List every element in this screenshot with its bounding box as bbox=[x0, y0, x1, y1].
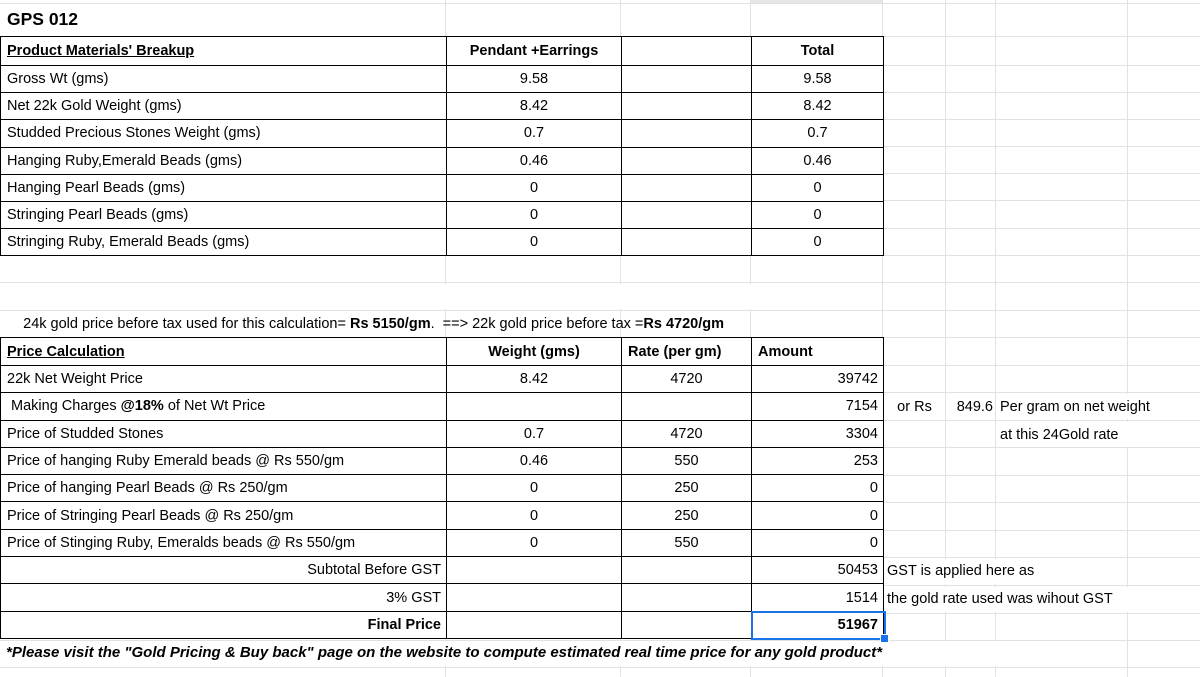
price-row-label[interactable]: 22k Net Weight Price bbox=[1, 366, 447, 393]
price-rate-value[interactable]: 250 bbox=[622, 502, 752, 529]
per-gram-value-cell[interactable]: 849.6 bbox=[956, 399, 993, 415]
price-weight-value[interactable]: 0.7 bbox=[447, 421, 622, 448]
materials-row-label[interactable]: Gross Wt (gms) bbox=[1, 66, 447, 93]
empty-cell[interactable] bbox=[447, 612, 622, 639]
materials-row-label[interactable]: Studded Precious Stones Weight (gms) bbox=[1, 120, 447, 147]
materials-total-value[interactable]: 0.7 bbox=[752, 120, 884, 147]
col-header-amount[interactable]: Amount bbox=[752, 338, 884, 366]
final-price-amount[interactable]: 51967 bbox=[752, 612, 884, 639]
empty-cell[interactable] bbox=[622, 66, 752, 93]
price-amount-value[interactable]: 7154 bbox=[752, 393, 884, 420]
gst-label[interactable]: 3% GST bbox=[1, 584, 447, 611]
price-weight-value[interactable]: 0 bbox=[447, 502, 622, 529]
col-header-rate[interactable]: Rate (per gm) bbox=[622, 338, 752, 366]
price-row-label[interactable]: Price of Studded Stones bbox=[1, 421, 447, 448]
product-code-title[interactable]: GPS 012 bbox=[7, 9, 79, 29]
price-rate-value[interactable]: 550 bbox=[622, 530, 752, 557]
materials-total-value[interactable]: 0 bbox=[752, 229, 884, 256]
per-gram-note[interactable]: Per gram on net weight bbox=[1000, 399, 1150, 415]
price-rate-value[interactable]: 550 bbox=[622, 448, 752, 475]
empty-cell[interactable] bbox=[622, 148, 752, 175]
col-header-weight[interactable]: Weight (gms) bbox=[447, 338, 622, 366]
empty-cell[interactable] bbox=[622, 229, 752, 256]
empty-cell[interactable] bbox=[447, 584, 622, 611]
price-weight-value[interactable]: 8.42 bbox=[447, 366, 622, 393]
price-row-label[interactable]: Price of Stringing Pearl Beads @ Rs 250/gm bbox=[1, 502, 447, 529]
price-amount-value[interactable]: 3304 bbox=[752, 421, 884, 448]
rate-22k: Rs 4720/gm bbox=[643, 316, 725, 332]
price-amount-value[interactable]: 0 bbox=[752, 530, 884, 557]
price-amount-value[interactable]: 39742 bbox=[752, 366, 884, 393]
gst-amount[interactable]: 1514 bbox=[752, 584, 884, 611]
footer-disclaimer[interactable]: *Please visit the "Gold Pricing & Buy back" page on the website to compute estimated real time price for any gold product* bbox=[6, 644, 883, 661]
materials-total-value[interactable]: 8.42 bbox=[752, 93, 884, 120]
col-header-total[interactable]: Total bbox=[752, 37, 884, 66]
materials-pendant-value[interactable]: 0 bbox=[447, 229, 622, 256]
materials-total-value[interactable]: 0.46 bbox=[752, 148, 884, 175]
making-charges-post: of Net Wt Price bbox=[163, 398, 266, 415]
price-row-label[interactable]: Price of hanging Ruby Emerald beads @ Rs 550/gm bbox=[1, 448, 447, 475]
materials-row-label[interactable]: Hanging Ruby,Emerald Beads (gms) bbox=[1, 148, 447, 175]
materials-row-label[interactable]: Net 22k Gold Weight (gms) bbox=[1, 93, 447, 120]
price-table-title[interactable]: Price Calculation bbox=[1, 338, 447, 366]
gold-rate-note[interactable] bbox=[7, 282, 725, 332]
price-weight-value[interactable]: 0 bbox=[447, 530, 622, 557]
price-weight-value[interactable] bbox=[447, 393, 622, 420]
empty-cell[interactable] bbox=[447, 557, 622, 584]
note-connector: . ==> 22k gold price before tax = bbox=[430, 316, 644, 332]
empty-cell[interactable] bbox=[622, 37, 752, 66]
price-amount-value[interactable]: 0 bbox=[752, 475, 884, 502]
fill-handle[interactable] bbox=[880, 634, 889, 643]
price-amount-value[interactable]: 253 bbox=[752, 448, 884, 475]
final-price-label[interactable]: Final Price bbox=[1, 612, 447, 639]
materials-pendant-value[interactable]: 0 bbox=[447, 202, 622, 229]
materials-pendant-value[interactable]: 8.42 bbox=[447, 93, 622, 120]
selection-box[interactable] bbox=[751, 611, 886, 640]
subtotal-label[interactable]: Subtotal Before GST bbox=[1, 557, 447, 584]
empty-cell[interactable] bbox=[622, 612, 752, 639]
materials-pendant-value[interactable]: 0 bbox=[447, 175, 622, 202]
materials-total-value[interactable]: 0 bbox=[752, 202, 884, 229]
materials-table bbox=[0, 36, 884, 256]
subtotal-amount[interactable]: 50453 bbox=[752, 557, 884, 584]
note-prefix: 24k gold price before tax used for this calculation= bbox=[23, 316, 350, 332]
col-header-pendant-earrings[interactable]: Pendant +Earrings bbox=[447, 37, 622, 66]
price-rate-value[interactable]: 250 bbox=[622, 475, 752, 502]
gst-note-line2[interactable]: the gold rate used was wihout GST bbox=[887, 590, 1113, 607]
gridline-h bbox=[0, 667, 1200, 668]
or-rs-cell[interactable]: or Rs bbox=[897, 399, 932, 415]
materials-pendant-value[interactable]: 0.46 bbox=[447, 148, 622, 175]
materials-row-label[interactable]: Hanging Pearl Beads (gms) bbox=[1, 175, 447, 202]
empty-cell[interactable] bbox=[622, 584, 752, 611]
empty-cell[interactable] bbox=[622, 93, 752, 120]
price-rate-value[interactable]: 4720 bbox=[622, 421, 752, 448]
gold-rate-side-note[interactable]: at this 24Gold rate bbox=[1000, 426, 1119, 443]
gridline-h bbox=[0, 3, 1200, 4]
gst-note-line1[interactable]: GST is applied here as bbox=[887, 563, 1035, 579]
price-weight-value[interactable]: 0 bbox=[447, 475, 622, 502]
materials-row-label[interactable]: Stringing Ruby, Emerald Beads (gms) bbox=[1, 229, 447, 256]
price-row-label[interactable] bbox=[1, 393, 447, 420]
materials-total-value[interactable]: 9.58 bbox=[752, 66, 884, 93]
empty-cell[interactable] bbox=[622, 202, 752, 229]
price-amount-value[interactable]: 0 bbox=[752, 502, 884, 529]
price-weight-value[interactable]: 0.46 bbox=[447, 448, 622, 475]
price-rate-value[interactable] bbox=[622, 393, 752, 420]
price-row-label[interactable]: Price of hanging Pearl Beads @ Rs 250/gm bbox=[1, 475, 447, 502]
empty-cell[interactable] bbox=[622, 557, 752, 584]
materials-total-value[interactable]: 0 bbox=[752, 175, 884, 202]
rate-24k: Rs 5150/gm bbox=[349, 316, 431, 332]
price-row-label[interactable]: Price of Stinging Ruby, Emeralds beads @ Rs 550/gm bbox=[1, 530, 447, 557]
empty-cell[interactable] bbox=[622, 175, 752, 202]
materials-pendant-value[interactable]: 0.7 bbox=[447, 120, 622, 147]
making-charges-pre: Making Charges bbox=[7, 398, 121, 415]
price-calculation-table bbox=[0, 337, 884, 639]
empty-cell[interactable] bbox=[622, 120, 752, 147]
making-charges-pct: @18% bbox=[120, 398, 164, 415]
materials-row-label[interactable]: Stringing Pearl Beads (gms) bbox=[1, 202, 447, 229]
price-rate-value[interactable]: 4720 bbox=[622, 366, 752, 393]
materials-pendant-value[interactable]: 9.58 bbox=[447, 66, 622, 93]
gridline-v bbox=[1127, 0, 1128, 677]
materials-table-title[interactable]: Product Materials' Breakup bbox=[1, 37, 447, 66]
